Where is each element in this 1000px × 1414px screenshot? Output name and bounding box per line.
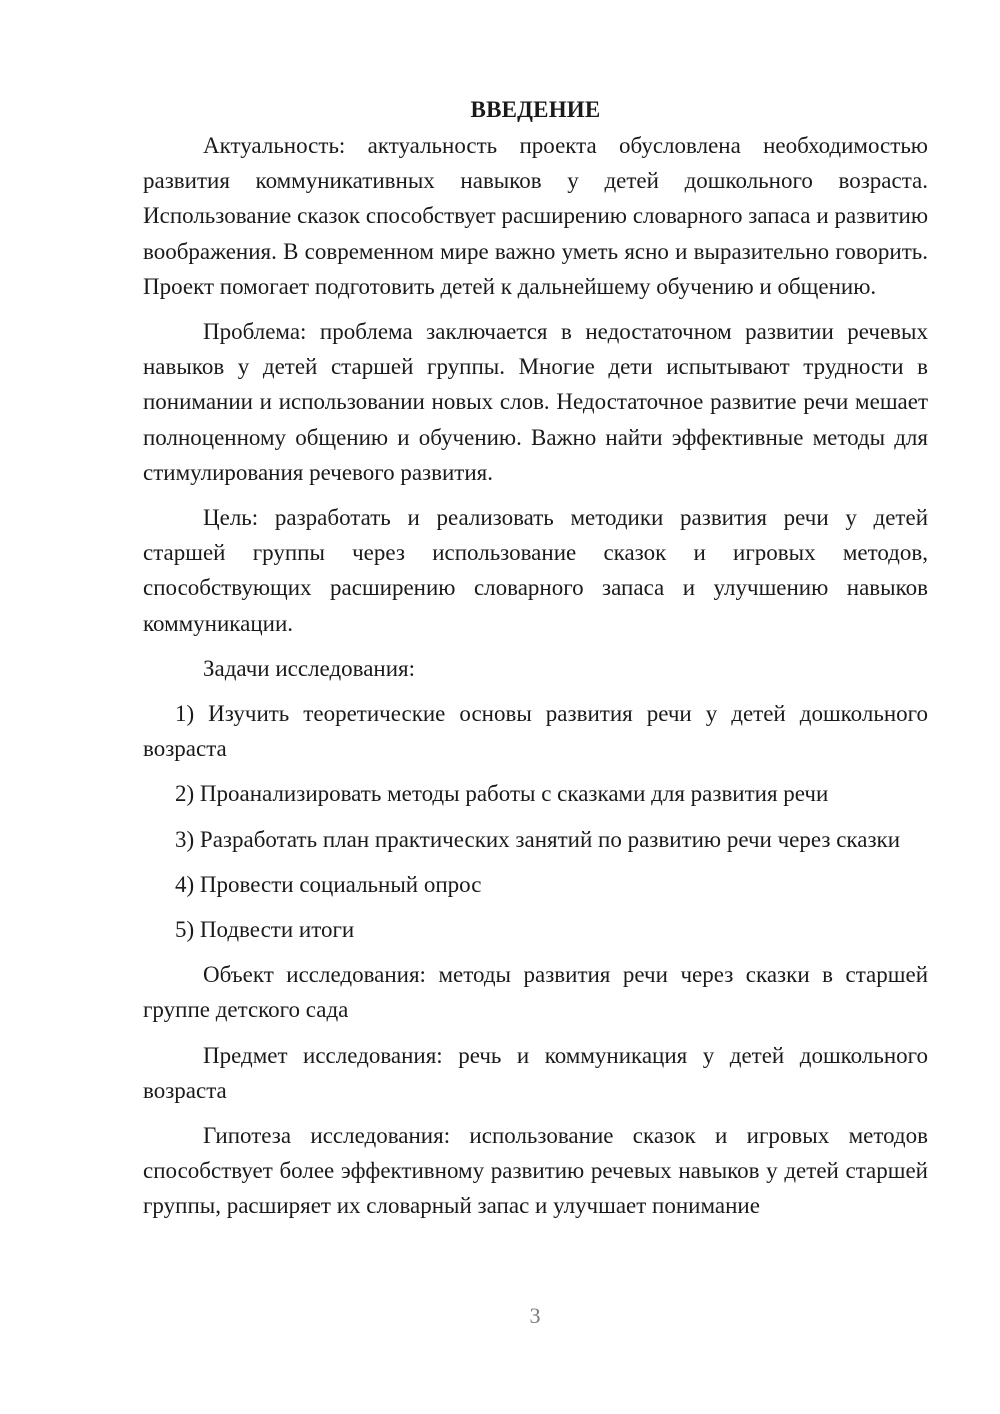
paragraph-hypothesis: Гипотеза исследования: использование сказок и игровых методов способствует более эффективному развитию речевых навыков у детей старшей группы, расширяет их словарный запас и улучшает понимание xyxy=(143,1123,928,1219)
task-item-1: 1) Изучить теоретические основы развития речи у детей дошкольного возраста xyxy=(143,701,928,762)
paragraph-goal: Цель: разработать и реализовать методики развития речи у детей старшей группы через использование сказок и игровых методов, способствующих расширению словарного запаса и улучшению навыков коммуникации. xyxy=(143,505,928,636)
paragraph-object: Объект исследования: методы развития речи через сказки в старшей группе детского сада xyxy=(143,962,928,1023)
paragraph-relevance: Актуальность: актуальность проекта обусловлена необходимостью развития коммуникативных навыков у детей дошкольного возраста. Использование сказок способствует расширению словарного запаса и развитию воображения. В современном мире важно уметь ясно и выразительно говорить. Проект помогает подготовить детей к дальнейшему обучению и общению. xyxy=(143,133,928,299)
task-item-2: 2) Проанализировать методы работы с сказками для развития речи xyxy=(175,781,829,807)
paragraph-problem: Проблема: проблема заключается в недостаточном развитии речевых навыков у детей старшей группы. Многие дети испытывают трудности в понимании и использовании новых слов. Недостаточное развитие речи мешает полноценному общению и обучению. Важно найти эффективные методы для стимулирования речевого развития. xyxy=(143,319,928,485)
page-number: 3 xyxy=(529,1303,541,1328)
section-title: ВВЕДЕНИЕ xyxy=(470,97,601,122)
paragraph-subject: Предмет исследования: речь и коммуникация у детей дошкольного возраста xyxy=(143,1042,928,1103)
task-item-5: 5) Подвести итоги xyxy=(175,917,355,943)
paragraph-tasks-heading: Задачи исследования: xyxy=(203,655,416,681)
task-item-3: 3) Разработать план практических занятий по развитию речи через сказки xyxy=(175,826,901,852)
document-page xyxy=(143,92,928,1234)
task-item-4: 4) Провести социальный опрос xyxy=(175,871,482,897)
